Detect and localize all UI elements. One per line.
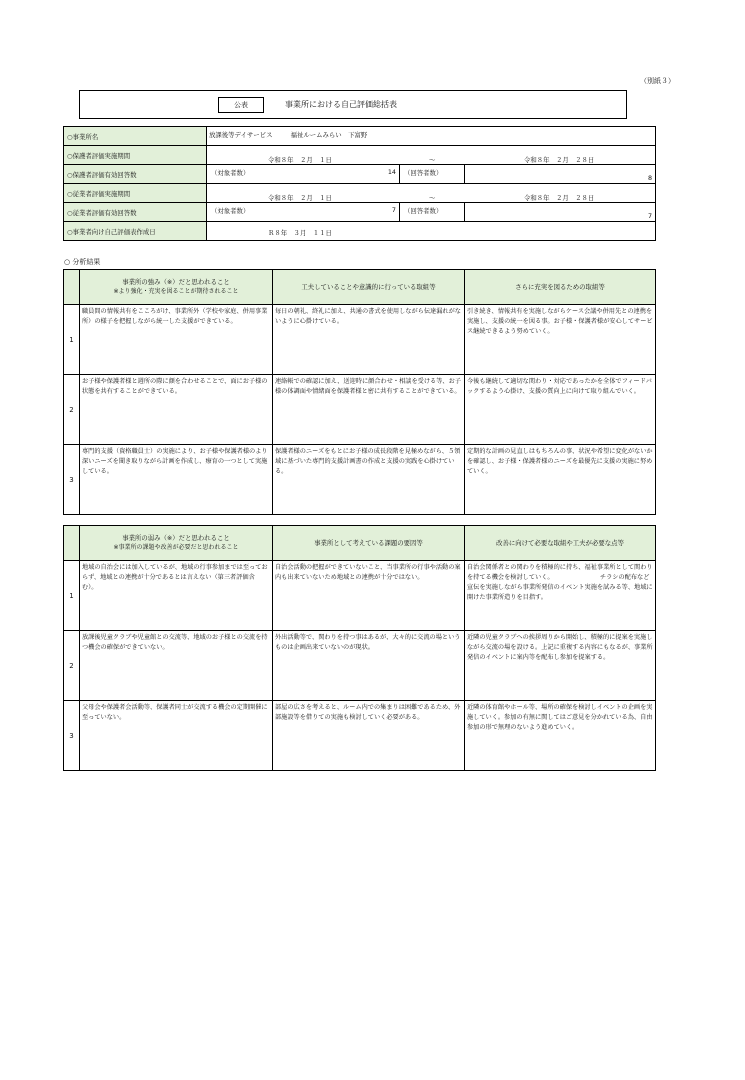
strength-text: 職員間の情報共有をこころがけ、事業所外（学校や家庭、併用事業所）の様子を把握しながら統一した支援ができている。 — [80, 305, 273, 375]
staff-period-start: 令和８年 ２月 １日 — [268, 194, 332, 202]
row-number: 2 — [64, 375, 80, 445]
row-number: 1 — [64, 561, 80, 631]
staff-count-label: ○従業者評価有効回答数 — [64, 203, 207, 222]
weaknesses-corner — [64, 526, 80, 561]
strengths-table — [63, 269, 656, 515]
weakness-cause-text: 自治会活動の把握ができていないこと、当事業所の行事や活動の案内も出来ていないため地域との連携が十分ではない。 — [273, 561, 465, 631]
respondent-label-cell-2 — [400, 203, 465, 222]
public-badge: 公表 — [218, 97, 264, 113]
row-number: 3 — [64, 701, 80, 771]
staff-target-cell — [207, 203, 400, 222]
strengths-header-2: 工夫していることや意識的に行っている取組等 — [273, 270, 465, 305]
row-number: 2 — [64, 631, 80, 701]
strength-improve-text: 引き続き、情報共有を実施しながらケース会議や併用先との連携を実施し、支援の統一を図る事。お子様・保護者様が安心してサービス継続できるよう努めていく。 — [465, 305, 656, 375]
row-number: 1 — [64, 305, 80, 375]
weaknesses-header-2: 事業所として考えている課題の要因等 — [273, 526, 465, 561]
created-label: ○事業者向け自己評価表作成日 — [64, 222, 207, 241]
weakness-text: 父母会や保護者会活動等、保護者同士が交流する機会の定期開催に至っていない。 — [80, 701, 273, 771]
strength-text: お子様や保護者様と週所の際に顔を合わせることで、面にお子様の状態を共有することができている。 — [80, 375, 273, 445]
guardian-target: 14 — [387, 168, 396, 176]
form-number: （別紙３） — [640, 77, 675, 85]
strength-improve-text: 定期的な計画の見直しはもちろんの事、状況や希望に変化がないかを確認し、お子様・保護者様のニーズを最優先に支援の実施に努めていく。 — [465, 445, 656, 515]
target-label-1: （対象者数） — [211, 169, 250, 177]
created-value — [207, 222, 656, 241]
staff-period-label: ○従業者評価実施期間 — [64, 184, 207, 203]
guardian-respondents-cell — [465, 165, 656, 184]
guardian-period-label: ○保護者評価実施期間 — [64, 146, 207, 165]
guardian-count-label: ○保護者評価有効回答数 — [64, 165, 207, 184]
strengths-header-1 — [80, 270, 273, 305]
tilde-1: ～ — [429, 156, 436, 164]
staff-target: 7 — [391, 206, 396, 214]
strengths-header-1-title: 事業所の強み（※）だと思われること — [122, 278, 230, 286]
weaknesses-header-1 — [80, 526, 273, 561]
strengths-header-3: さらに充実を図るための取組等 — [465, 270, 656, 305]
respondent-label-2: （回答者数） — [404, 207, 443, 215]
office-label: ○事業所名 — [64, 127, 207, 146]
info-table — [63, 126, 656, 241]
guardian-respondents: 8 — [647, 174, 653, 182]
strength-effort-text: 毎日の朝礼、終礼に加え、共通の書式を使用しながら伝達漏れがないように心掛けている。 — [273, 305, 465, 375]
title-box — [79, 90, 627, 119]
office-service: 放課後等デイサービス — [209, 131, 273, 139]
guardian-period-start: 令和８年 ２月 １日 — [268, 156, 332, 164]
weakness-cause-text: 外出活動等で、関わりを持つ事はあるが、大々的に交流の場というものは企画出来ていないのが現状。 — [273, 631, 465, 701]
weaknesses-header-1-sub: ※事業所の課題や改善が必要だと思われること — [113, 544, 239, 551]
analysis-section-label: ○ 分析結果 — [64, 258, 101, 266]
guardian-target-cell — [207, 165, 400, 184]
strength-effort-text: 連絡帳での確認に加え、送迎時に顔合わせ・相談を受ける等、お子様の体調面や情緒面を保護者様と密に共有することができている。 — [273, 375, 465, 445]
office-value — [207, 127, 656, 146]
page-title: 事業所における自己評価総括表 — [285, 100, 397, 109]
weaknesses-table — [63, 525, 656, 771]
guardian-period-value — [207, 146, 656, 165]
weakness-text: 放課後児童クラブや児童館との交流等、地域のお子様との交流を持つ機会の確保ができていない。 — [80, 631, 273, 701]
respondent-label-cell-1 — [400, 165, 465, 184]
staff-period-end: 令和８年 ２月 ２８日 — [524, 194, 595, 202]
tilde-2: ～ — [429, 194, 436, 202]
office-name: 福祉ルームみらい 下富野 — [290, 131, 368, 139]
weakness-text: 地域の自治会には加入しているが、地域の行事参加までは至っておらず、地域との連携が十分であるとは言えない（第三者評価含む）。 — [80, 561, 273, 631]
weakness-improve-text: 近隣の児童クラブへの挨拶周りから開始し、積極的に提案を実施しながら交流の場を設ける。上記に重複する内容にもなるが、事業所発信のイベントに案内等を配布し参加を提案する。 — [465, 631, 656, 701]
guardian-period-end: 令和８年 ２月 ２８日 — [524, 156, 595, 164]
strength-text: 専門的支援（資格職員士）の実施により、お子様や保護者様のより深いニーズを聞き取りながら計画を作成し、療育の一つとして実施している。 — [80, 445, 273, 515]
staff-respondents: 7 — [647, 212, 653, 220]
target-label-2: （対象者数） — [211, 207, 250, 215]
created-date: Ｒ８年 ３月 １１日 — [268, 229, 332, 237]
respondent-label-1: （回答者数） — [404, 169, 443, 177]
weaknesses-header-1-title: 事業所の弱み（※）だと思われること — [122, 534, 230, 542]
weakness-cause-text: 部屋の広さを考えると、ルーム内での集まりは困難であるため、外部施設等を借りての実施も検討していく必要がある。 — [273, 701, 465, 771]
strength-effort-text: 保護者様のニーズをもとにお子様の成長段階を見極めながら、５領域に基づいた専門的支援計画書の作成と支援の実践を心掛けている。 — [273, 445, 465, 515]
strengths-corner — [64, 270, 80, 305]
weakness-improve-text: 自治会関係者との関わりを積極的に持ち、福祉事業所として関わりを持てる機会を検討していく。 チラシの配布など宣伝を実施しながら事業所発信のイベント実施を試みる等、地域に開けた事業所造りを目指す。 — [465, 561, 656, 631]
weakness-improve-text: 近隣の体育館やホール等、場所の確保を検討しイベントの企画を実施していく。参加の有無に関してはご意見を分かれている為、自由参加の形で無理のないよう進めていく。 — [465, 701, 656, 771]
strength-improve-text: 今後も継続して適切な関わり・対応であったかを全体でフィードバックするよう心掛け、支援の質向上に向けて取り組んでいく。 — [465, 375, 656, 445]
strengths-header-1-sub: ※より強化・充実を図ることが期待されること — [113, 288, 239, 295]
weaknesses-header-3: 改善に向けて必要な取組や工夫が必要な点等 — [465, 526, 656, 561]
row-number: 3 — [64, 445, 80, 515]
staff-period-value — [207, 184, 656, 203]
staff-respondents-cell — [465, 203, 656, 222]
